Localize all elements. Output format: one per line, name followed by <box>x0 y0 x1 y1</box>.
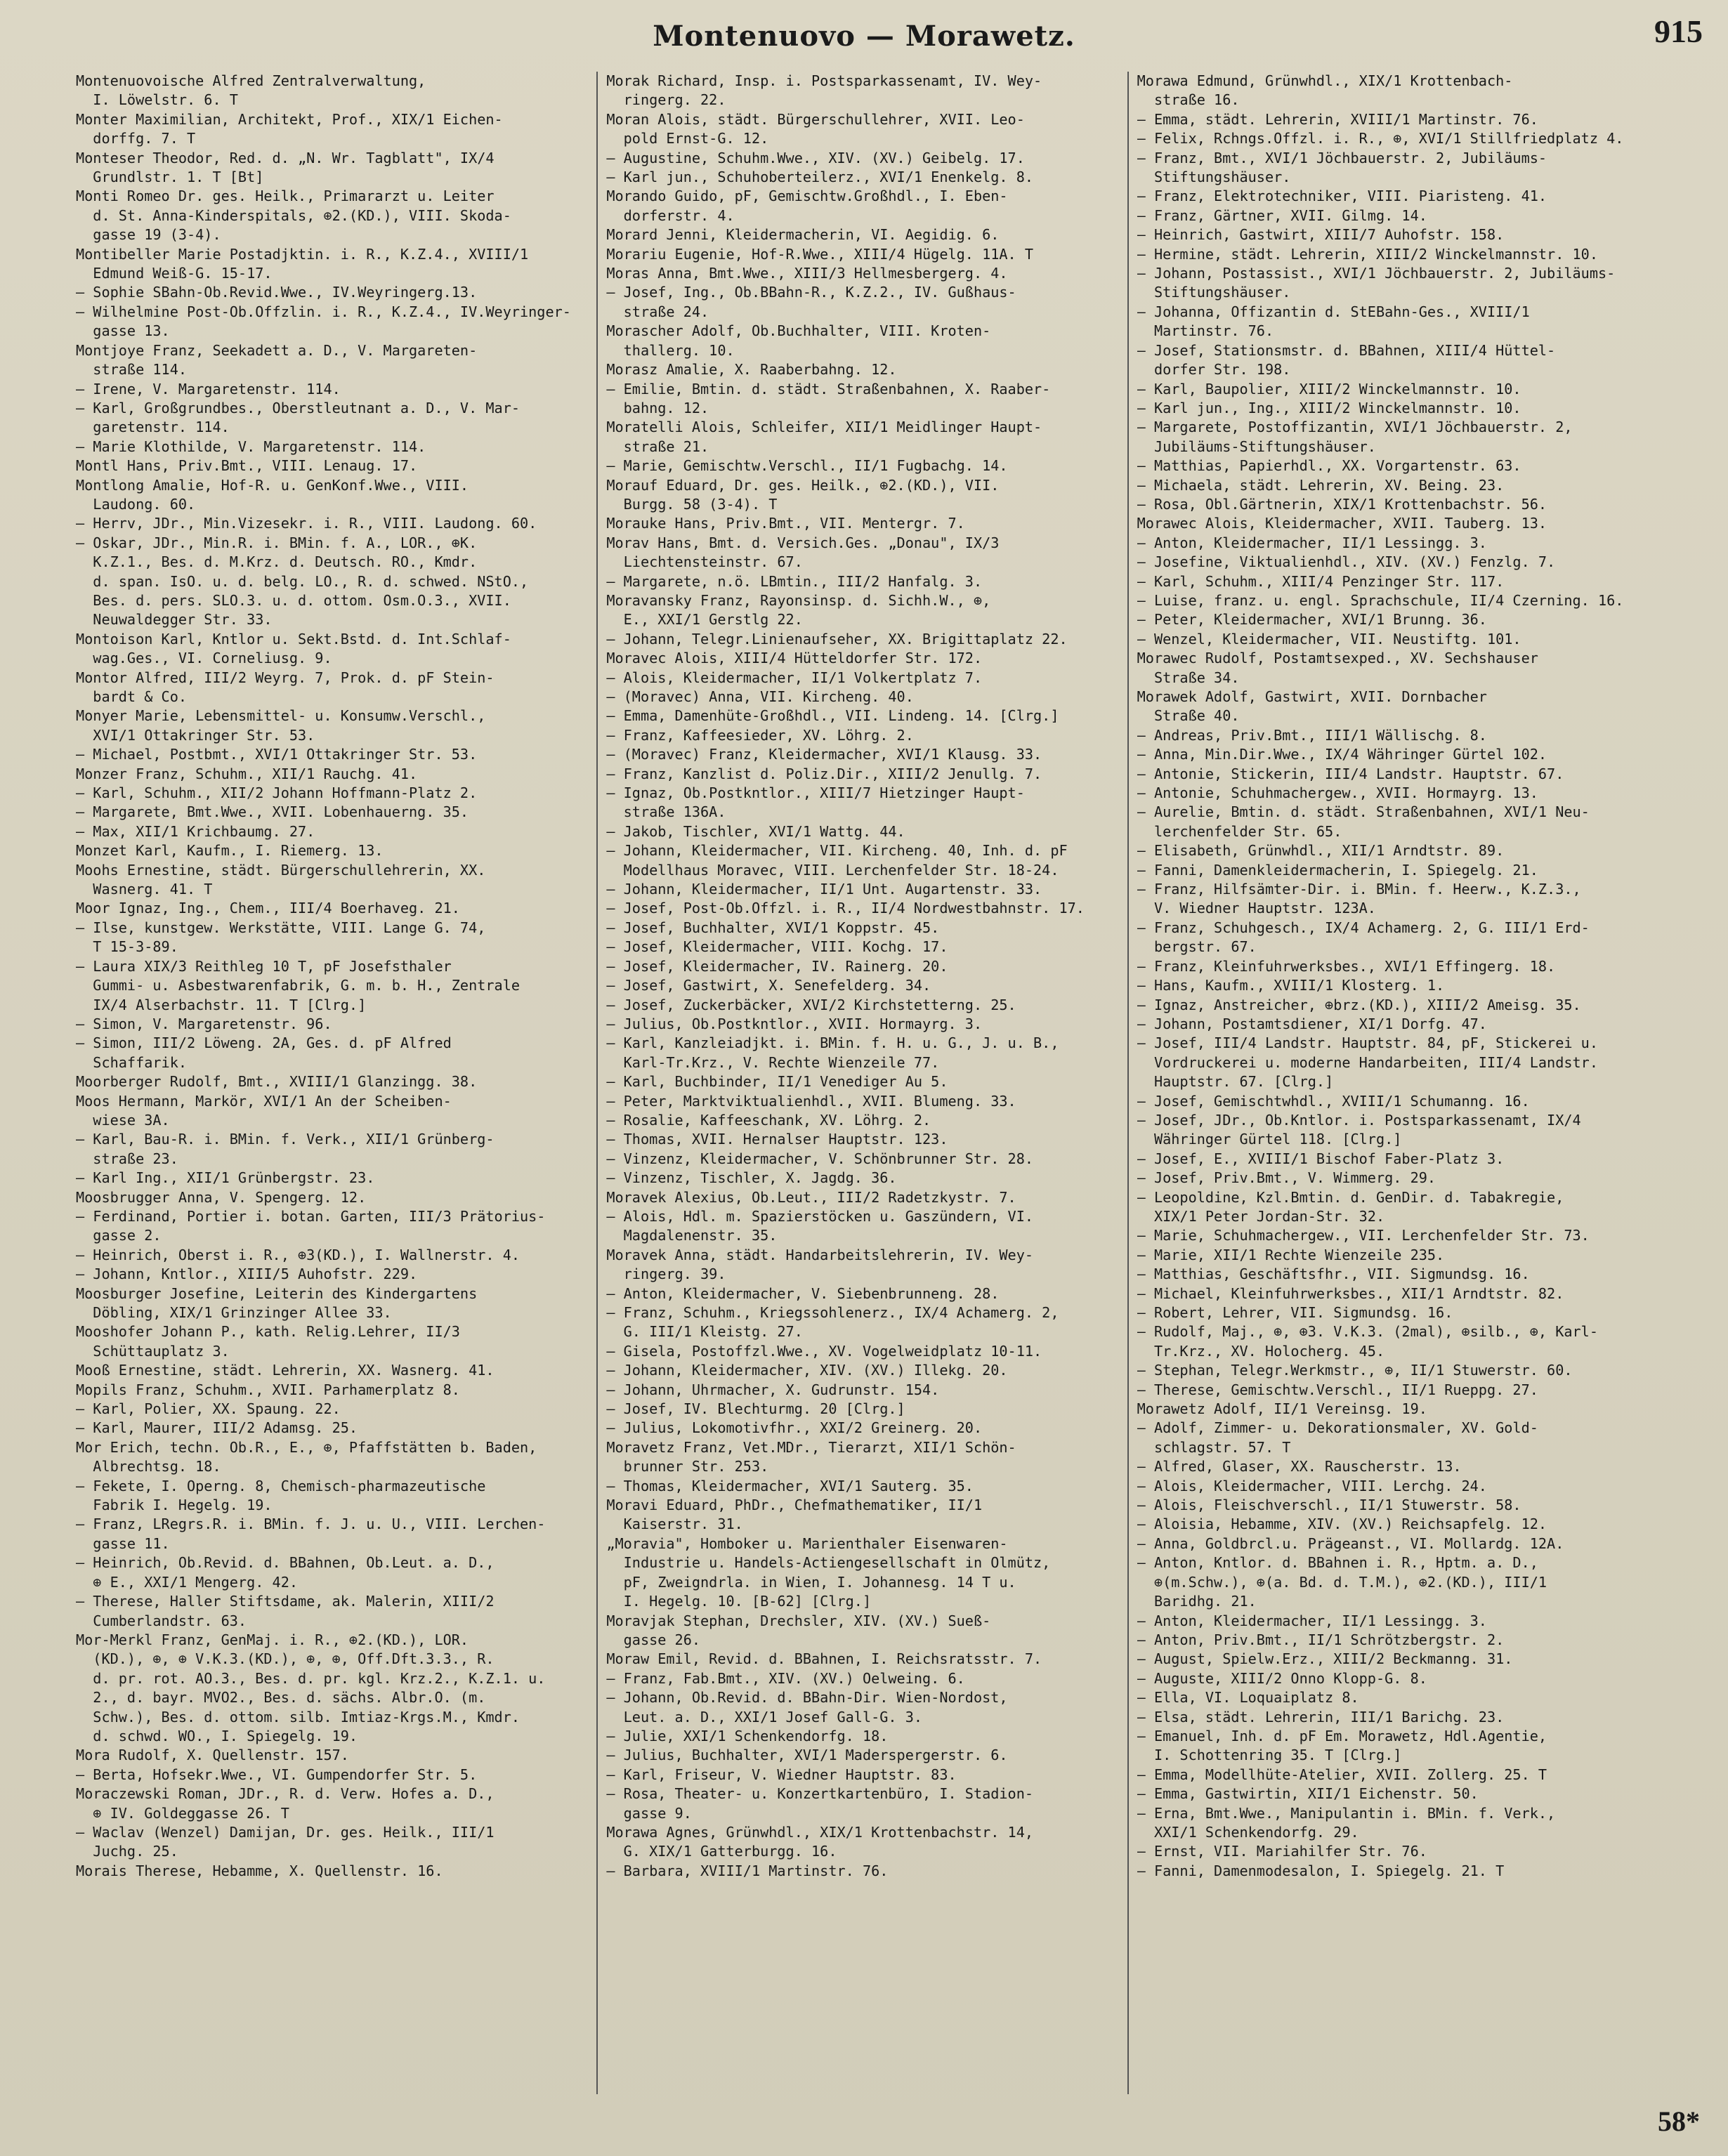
directory-entry-line: Moosburger Josefine, Leiterin des Kindergartens <box>76 1284 478 1302</box>
directory-entry-line: XXI/1 Schenkendorfg. 29. <box>1137 1823 1359 1841</box>
directory-entry-line: — Wilhelmine Post-Ob.Offzlin. i. R., K.Z.4., IV.Weyringer- <box>76 303 571 320</box>
directory-entry-line: — Aurelie, Bmtin. d. städt. Straßenbahnen, XVI/1 Neu- <box>1137 803 1590 821</box>
directory-entry-line: schlagstr. 57. T <box>1137 1438 1291 1456</box>
directory-entry-line: Stiftungshäuser. <box>1137 284 1291 301</box>
directory-entry-line: Montor Alfred, III/2 Weyrg. 7, Prok. d. pF Stein- <box>76 669 495 686</box>
directory-entry-line: — Josef, Zuckerbäcker, XVI/2 Kirchstetterng. 25. <box>606 996 1016 1013</box>
directory-entry-line: — Simon, V. Margaretenstr. 96. <box>76 1015 332 1032</box>
directory-entry-line: — Antonie, Stickerin, III/4 Landstr. Hauptstr. 67. <box>1137 765 1564 782</box>
directory-entry-line: thallerg. 10. <box>606 341 735 359</box>
directory-entry-line: Kaiserstr. 31. <box>606 1516 743 1533</box>
directory-entry-line: Mopils Franz, Schuhm., XVII. Parhamerplatz 8. <box>76 1381 460 1398</box>
directory-entry-line: — Karl Ing., XII/1 Grünbergstr. 23. <box>76 1169 375 1187</box>
directory-entry-line: (KD.), ⊕, ⊕ V.K.3.(KD.), ⊕, ⊕, Off.Dft.3.3., R. <box>76 1650 495 1668</box>
directory-entry-line: — Johann, Uhrmacher, X. Gudrunstr. 154. <box>606 1381 940 1398</box>
directory-entry-line: — Ernst, VII. Mariahilfer Str. 76. <box>1137 1843 1427 1860</box>
directory-entry-line: gasse 13. <box>76 322 170 340</box>
directory-entry-line: Moran Alois, städt. Bürgerschullehrer, XVII. Leo- <box>606 110 1025 128</box>
directory-entry-line: Straße 40. <box>1137 707 1240 725</box>
directory-entry-line: straße 16. <box>1137 91 1240 109</box>
directory-entry-line: wiese 3A. <box>76 1111 170 1129</box>
directory-entry-line: Moor Ignaz, Ing., Chem., III/4 Boerhaveg. 21. <box>76 900 460 917</box>
directory-entry-line: — Simon, III/2 Löweng. 2A, Ges. d. pF Alfred <box>76 1034 452 1052</box>
directory-entry-line: — Ella, VI. Loquaiplatz 8. <box>1137 1689 1359 1707</box>
directory-entry-line: straße 114. <box>76 361 188 379</box>
directory-entry-line: — Marie, Gemischtw.Verschl., II/1 Fugbachg. 14. <box>606 457 1008 475</box>
directory-entry-line: Gummi- u. Asbestwarenfabrik, G. m. b. H., Zentrale <box>76 977 521 994</box>
directory-entry-line: — Josef, Stationsmstr. d. BBahnen, XIII/4 Hüttel- <box>1137 341 1556 359</box>
directory-entry-line: — Emma, Modellhüte-Atelier, XVII. Zollerg. 25. T <box>1137 1766 1547 1783</box>
directory-entry-line: Währinger Gürtel 118. [Clrg.] <box>1137 1131 1402 1148</box>
directory-entry-line: Morauf Eduard, Dr. ges. Heilk., ⊕2.(KD.), VII. <box>606 476 1000 494</box>
directory-entry-line: — Franz, Kaffeesieder, XV. Löhrg. 2. <box>606 726 914 744</box>
directory-entry-line: — Gisela, Postoffzl.Wwe., XV. Vogelweidplatz 10-11. <box>606 1342 1042 1360</box>
directory-entry-line: Grundlstr. 1. T [Bt] <box>76 169 264 186</box>
directory-entry-line: Morawek Adolf, Gastwirt, XVII. Dornbacher <box>1137 688 1487 705</box>
directory-entry-line: — Karl, Polier, XX. Spaung. 22. <box>76 1400 341 1418</box>
directory-entry-line: Döbling, XIX/1 Grinzinger Allee 33. <box>76 1304 392 1321</box>
directory-entry-line: Schw.), Bes. d. ottom. silb. Imtiaz-Krgs.M., Kmdr. <box>76 1708 521 1726</box>
directory-entry-line: Fabrik I. Hegelg. 19. <box>76 1497 273 1514</box>
directory-entry-line: — Rosa, Obl.Gärtnerin, XIX/1 Krottenbachstr. 56. <box>1137 495 1547 513</box>
directory-entry-line: Moravansky Franz, Rayonsinsp. d. Sichh.W., ⊕, <box>606 591 991 609</box>
directory-entry-line: — Sophie SBahn-Ob.Revid.Wwe., IV.Weyringerg.13. <box>76 284 478 301</box>
directory-entry-line: Mor-Merkl Franz, GenMaj. i. R., ⊕2.(KD.), LOR. <box>76 1631 469 1648</box>
directory-entry-line: Modellhaus Moravec, VIII. Lerchenfelder Str. 18-24. <box>606 861 1059 879</box>
directory-entry-line: — Franz, Kanzlist d. Poliz.Dir., XIII/2 Jenullg. 7. <box>606 765 1042 782</box>
directory-entry-line: ⊕ E., XXI/1 Mengerg. 42. <box>76 1573 299 1591</box>
directory-entry-line: — Therese, Haller Stiftsdame, ak. Malerin, XIII/2 <box>76 1593 495 1610</box>
directory-entry-line: Leut. a. D., XXI/1 Josef Gall-G. 3. <box>606 1708 923 1726</box>
directory-entry-line: Wasnerg. 41. T <box>76 881 213 898</box>
directory-entry-line: Mora Rudolf, X. Quellenstr. 157. <box>76 1747 349 1764</box>
directory-entry-line: — Johann, Kleidermacher, XIV. (XV.) Illekg. 20. <box>606 1362 1008 1379</box>
directory-entry-line: — Karl jun., Schuhoberteilerz., XVI/1 Enenkelg. 8. <box>606 169 1034 186</box>
directory-entry-line: — Hans, Kaufm., XVIII/1 Klosterg. 1. <box>1137 977 1445 994</box>
directory-entry-line: — Robert, Lehrer, VII. Sigmundsg. 16. <box>1137 1304 1453 1321</box>
directory-entry-line: — Emanuel, Inh. d. pF Em. Morawetz, Hdl.Agentie, <box>1137 1727 1547 1744</box>
directory-entry-line: Monzet Karl, Kaufm., I. Riemerg. 13. <box>76 842 384 860</box>
directory-entry-line: Morascher Adolf, Ob.Buchhalter, VIII. Kroten- <box>606 322 991 340</box>
directory-entry-line: bardt & Co. <box>76 688 188 705</box>
directory-entry-line: — Thomas, XVII. Hernalser Hauptstr. 123. <box>606 1131 948 1148</box>
directory-entry-line: lerchenfelder Str. 65. <box>1137 822 1342 840</box>
directory-entry-line: — Johann, Kleidermacher, II/1 Unt. Augartenstr. 33. <box>606 881 1042 898</box>
directory-entry-line: Morando Guido, pF, Gemischtw.Großhdl., I. Eben- <box>606 188 1008 205</box>
directory-entry-line: — Vinzenz, Tischler, X. Jagdg. 36. <box>606 1169 897 1187</box>
directory-entry-line: wag.Ges., VI. Corneliusg. 9. <box>76 650 332 667</box>
directory-entry-line: — Karl, Großgrundbes., Oberstleutnant a. D., V. Mar- <box>76 399 521 416</box>
directory-entry-line: bergstr. 67. <box>1137 938 1257 956</box>
directory-entry-line: Tr.Krz., XV. Holocherg. 45. <box>1137 1342 1385 1360</box>
directory-entry-line: Moorberger Rudolf, Bmt., XVIII/1 Glanzingg. 38. <box>76 1073 478 1091</box>
directory-entry-line: E., XXI/1 Gerstlg 22. <box>606 611 803 629</box>
directory-entry-line: — Franz, Elektrotechniker, VIII. Piaristeng. 41. <box>1137 188 1547 205</box>
directory-entry-line: — Heinrich, Ob.Revid. d. BBahnen, Ob.Leut. a. D., <box>76 1554 495 1572</box>
directory-entry-line: Montjoye Franz, Seekadett a. D., V. Margareten- <box>76 341 478 359</box>
directory-entry-line: — Johann, Kntlor., XIII/5 Auhofstr. 229. <box>76 1266 418 1283</box>
directory-entry-line: — Stephan, Telegr.Werkmstr., ⊕, II/1 Stuwerstr. 60. <box>1137 1362 1573 1379</box>
directory-entry-line: d. pr. rot. AO.3., Bes. d. pr. kgl. Krz.2., K.Z.1. u. <box>76 1669 546 1687</box>
directory-entry-line: straße 23. <box>76 1150 178 1167</box>
directory-entry-line: — Margarete, n.ö. LBmtin., III/2 Hanfalg. 3. <box>606 572 983 590</box>
directory-entry-line: — Marie Klothilde, V. Margaretenstr. 114. <box>76 438 426 455</box>
directory-entry-line: — Fanni, Damenmodesalon, I. Spiegelg. 21. T <box>1137 1862 1505 1879</box>
directory-entry-line: ringerg. 22. <box>606 91 726 109</box>
directory-entry-line: gasse 19 (3-4). <box>76 226 221 244</box>
column-left <box>76 72 578 2094</box>
directory-entry-line: Jubiläums-Stiftungshäuser. <box>1137 438 1376 455</box>
directory-entry-line: Bes. d. pers. SLO.3. u. d. ottom. Osm.O.3., XVII. <box>76 591 511 609</box>
printer-signature: 58* <box>1658 2105 1700 2137</box>
directory-entry-line: d. span. IsO. u. d. belg. LO., R. d. schwed. NStO., <box>76 572 529 590</box>
directory-entry-line: — Waclav (Wenzel) Damijan, Dr. ges. Heilk., III/1 <box>76 1823 495 1841</box>
directory-entry-line: — Johann, Postamtsdiener, XI/1 Dorfg. 47. <box>1137 1015 1487 1032</box>
directory-entry-line: Morais Therese, Hebamme, X. Quellenstr. 16. <box>76 1862 443 1879</box>
directory-entry-line: — Josef, Gemischtwhdl., XVIII/1 Schumanng. 16. <box>1137 1092 1530 1110</box>
directory-entry-line: — Josef, Gastwirt, X. Senefelderg. 34. <box>606 977 931 994</box>
directory-entry-line: — Karl, Baupolier, XIII/2 Winckelmannstr. 10. <box>1137 380 1521 397</box>
directory-entry-line: gasse 2. <box>76 1227 162 1244</box>
directory-entry-line: — Michaela, städt. Lehrerin, XV. Being. 23. <box>1137 476 1505 494</box>
directory-entry-line: — Erna, Bmt.Wwe., Manipulantin i. BMin. f. Verk., <box>1137 1804 1556 1822</box>
directory-entry-line: Burgg. 58 (3-4). T <box>606 495 778 513</box>
directory-entry-line: — Heinrich, Oberst i. R., ⊕3(KD.), I. Wallnerstr. 4. <box>76 1246 521 1263</box>
directory-entry-line: Morariu Eugenie, Hof-R.Wwe., XIII/4 Hügelg. 11A. T <box>606 245 1034 263</box>
directory-entry-line: ⊕ IV. Goldeggasse 26. T <box>76 1804 289 1822</box>
directory-entry-line: Mooß Ernestine, städt. Lehrerin, XX. Wasnerg. 41. <box>76 1362 495 1379</box>
directory-entry-line: I. Löwelstr. 6. T <box>76 91 238 109</box>
directory-entry-line: garetenstr. 114. <box>76 419 230 436</box>
directory-entry-line: — Ignaz, Ob.Postkntlor., XIII/7 Hietzinger Haupt- <box>606 784 1025 802</box>
directory-entry-line: — Marie, XII/1 Rechte Wienzeile 235. <box>1137 1246 1445 1263</box>
directory-entry-line: — Anton, Priv.Bmt., II/1 Schrötzbergstr. 2. <box>1137 1631 1505 1648</box>
directory-entry-line: — (Moravec) Franz, Kleidermacher, XVI/1 Klausg. 33. <box>606 746 1042 763</box>
directory-entry-line: Baridhg. 21. <box>1137 1593 1257 1610</box>
directory-entry-line: 2., d. bayr. MVO2., Bes. d. sächs. Albr.O. (m. <box>76 1689 486 1707</box>
directory-entry-line: — Franz, Schuhgesch., IX/4 Achamerg. 2, G. III/1 Erd- <box>1137 919 1590 936</box>
directory-entry-line: — Julius, Ob.Postkntlor., XVII. Hormayrg. 3. <box>606 1015 983 1032</box>
column-right <box>1127 72 1639 2094</box>
directory-entry-line: Liechtensteinstr. 67. <box>606 553 803 571</box>
directory-entry-line: dorfer Str. 198. <box>1137 361 1291 379</box>
directory-entry-line: Karl-Tr.Krz., V. Rechte Wienzeile 77. <box>606 1053 940 1071</box>
columns <box>76 72 1639 2094</box>
directory-entry-line: straße 21. <box>606 438 709 455</box>
directory-entry-line: — Fanni, Damenkleidermacherin, I. Spiegelg. 21. <box>1137 861 1538 879</box>
directory-entry-line: Montenuovoische Alfred Zentralverwaltung, <box>76 72 426 89</box>
directory-entry-line: d. schwd. WO., I. Spiegelg. 19. <box>76 1727 358 1744</box>
directory-entry-line: straße 24. <box>606 303 709 320</box>
directory-entry-line: Albrechtsg. 18. <box>76 1458 221 1475</box>
page-number: 915 <box>1654 13 1703 49</box>
page-header <box>0 13 1728 69</box>
directory-entry-line: — Josef, E., XVIII/1 Bischof Faber-Platz 3. <box>1137 1150 1505 1167</box>
directory-entry-line: — Anna, Goldbrcl.u. Prägeanst., VI. Mollardg. 12A. <box>1137 1534 1564 1552</box>
directory-entry-line: Morak Richard, Insp. i. Postsparkassenamt, IV. Wey- <box>606 72 1042 89</box>
directory-entry-line: Morav Hans, Bmt. d. Versich.Ges. „Donau", IX/3 <box>606 534 1000 551</box>
directory-entry-line: — Margarete, Bmt.Wwe., XVII. Lobenhauerng. 35. <box>76 803 469 821</box>
directory-entry-line: — Max, XII/1 Krichbaumg. 27. <box>76 822 315 840</box>
directory-entry-line: Moravek Alexius, Ob.Leut., III/2 Radetzkystr. 7. <box>606 1188 1016 1206</box>
directory-entry-line: Monteser Theodor, Red. d. „N. Wr. Tagblatt", IX/4 <box>76 149 495 166</box>
directory-entry-line: dorferstr. 4. <box>606 206 735 224</box>
directory-entry-line: Schüttauplatz 3. <box>76 1342 230 1360</box>
directory-entry-line: V. Wiedner Hauptstr. 123A. <box>1137 900 1376 917</box>
directory-entry-line: — Michael, Postbmt., XVI/1 Ottakringer Str. 53. <box>76 746 478 763</box>
directory-entry-line: Morawec Rudolf, Postamtsexped., XV. Sechshauser <box>1137 650 1538 667</box>
directory-entry-line: Laudong. 60. <box>76 495 196 513</box>
directory-entry-line: — Vinzenz, Kleidermacher, V. Schönbrunner Str. 28. <box>606 1150 1034 1167</box>
directory-entry-line: — Elisabeth, Grünwhdl., XII/1 Arndtstr. 89. <box>1137 842 1505 860</box>
directory-entry-line: — Adolf, Zimmer- u. Dekorationsmaler, XV. Gold- <box>1137 1419 1538 1437</box>
directory-entry-line: Mor Erich, techn. Ob.R., E., ⊕, Pfaffstätten b. Baden, <box>76 1438 537 1456</box>
directory-entry-line: Monyer Marie, Lebensmittel- u. Konsumw.Verschl., <box>76 707 486 725</box>
directory-entry-line: Montibeller Marie Postadjktin. i. R., K.Z.4., XVIII/1 <box>76 245 529 263</box>
directory-entry-line: — Josef, Ing., Ob.BBahn-R., K.Z.2., IV. Gußhaus- <box>606 284 1016 301</box>
directory-entry-line: Juchg. 25. <box>76 1843 178 1860</box>
directory-entry-line: Moratelli Alois, Schleifer, XII/1 Meidlinger Haupt- <box>606 419 1042 436</box>
running-head: Montenuovo — Morawetz. <box>653 20 1075 53</box>
directory-entry-line: — Franz, Bmt., XVI/1 Jöchbauerstr. 2, Jubiläums- <box>1137 149 1547 166</box>
directory-entry-line: Schaffarik. <box>76 1053 188 1071</box>
directory-entry-line: Moras Anna, Bmt.Wwe., XIII/3 Hellmesbergerg. 4. <box>606 265 1008 282</box>
directory-entry-line: G. III/1 Kleistg. 27. <box>606 1323 803 1341</box>
directory-entry-line: — Karl, Kanzleiadjkt. i. BMin. f. H. u. G., J. u. B., <box>606 1034 1059 1052</box>
directory-entry-line: Cumberlandstr. 63. <box>76 1612 247 1629</box>
directory-entry-line: T 15-3-89. <box>76 938 178 956</box>
directory-entry-line: — Augustine, Schuhm.Wwe., XIV. (XV.) Geibelg. 17. <box>606 149 1025 166</box>
directory-entry-line: ⊕(m.Schw.), ⊕(a. Bd. d. T.M.), ⊕2.(KD.), III/1 <box>1137 1573 1547 1591</box>
directory-entry-line: — Leopoldine, Kzl.Bmtin. d. GenDir. d. Tabakregie, <box>1137 1188 1564 1206</box>
directory-entry-line: I. Hegelg. 10. [B-62] [Clrg.] <box>606 1593 872 1610</box>
directory-entry-line: — Margarete, Postoffizantin, XVI/1 Jöchbauerstr. 2, <box>1137 419 1573 436</box>
directory-entry-line: — Wenzel, Kleidermacher, VII. Neustiftg. 101. <box>1137 630 1521 648</box>
directory-entry-line: Moos Hermann, Markör, XVI/1 An der Scheiben- <box>76 1092 452 1110</box>
directory-entry-line: — Alois, Fleischverschl., II/1 Stuwerstr. 58. <box>1137 1497 1521 1514</box>
directory-entry-line: — Josef, IV. Blechturmg. 20 [Clrg.] <box>606 1400 905 1418</box>
directory-entry-line: Moraczewski Roman, JDr., R. d. Verw. Hofes a. D., <box>76 1785 495 1803</box>
directory-entry-line: — Berta, Hofsekr.Wwe., VI. Gumpendorfer Str. 5. <box>76 1766 478 1783</box>
directory-entry-line: — Auguste, XIII/2 Onno Klopp-G. 8. <box>1137 1669 1427 1687</box>
directory-entry-line: XIX/1 Peter Jordan-Str. 32. <box>1137 1207 1385 1225</box>
directory-entry-line: — Matthias, Papierhdl., XX. Vorgartenstr. 63. <box>1137 457 1521 475</box>
directory-entry-line: — Emma, städt. Lehrerin, XVIII/1 Martinstr. 76. <box>1137 110 1538 128</box>
directory-entry-line: — Franz, Gärtner, XVII. Gilmg. 14. <box>1137 206 1427 224</box>
directory-entry-line: — Emilie, Bmtin. d. städt. Straßenbahnen, X. Raaber- <box>606 380 1051 397</box>
directory-entry-line: — Felix, Rchngs.Offzl. i. R., ⊕, XVI/1 Stillfriedplatz 4. <box>1137 130 1624 147</box>
directory-entry-line: Morawa Agnes, Grünwhdl., XIX/1 Krottenbachstr. 14, <box>606 1823 1034 1841</box>
directory-entry-line: — Marie, Schuhmachergew., VII. Lerchenfelder Str. 73. <box>1137 1227 1590 1244</box>
directory-entry-line: — August, Spielw.Erz., XIII/2 Beckmanng. 31. <box>1137 1650 1513 1668</box>
directory-entry-line: „Moravia", Homboker u. Marienthaler Eisenwaren- <box>606 1534 1008 1552</box>
directory-entry-line: — Josef, Buchhalter, XVI/1 Koppstr. 45. <box>606 919 940 936</box>
directory-entry-line: Morawa Edmund, Grünwhdl., XIX/1 Krottenbach- <box>1137 72 1513 89</box>
directory-entry-line: — Julius, Buchhalter, XVI/1 Maderspergerstr. 6. <box>606 1747 1008 1764</box>
directory-entry-line: Monzer Franz, Schuhm., XII/1 Rauchg. 41. <box>76 765 418 782</box>
directory-entry-line: — Oskar, JDr., Min.R. i. BMin. f. A., LOR., ⊕K. <box>76 534 478 551</box>
directory-entry-line: — Emma, Damenhüte-Großhdl., VII. Lindeng. 14. [Clrg.] <box>606 707 1059 725</box>
directory-entry-line: — Thomas, Kleidermacher, XVI/1 Sauterg. 35. <box>606 1477 974 1494</box>
directory-entry-line: Moravjak Stephan, Drechsler, XIV. (XV.) Sueß- <box>606 1612 991 1629</box>
directory-entry-line: — Karl, Bau-R. i. BMin. f. Verk., XII/1 Grünberg- <box>76 1131 495 1148</box>
directory-entry-line: — Franz, Kleinfuhrwerksbes., XVI/1 Effingerg. 18. <box>1137 957 1556 975</box>
directory-entry-line: Morauke Hans, Priv.Bmt., VII. Mentergr. 7. <box>606 515 965 532</box>
directory-entry-line: — Julie, XXI/1 Schenkendorfg. 18. <box>606 1727 889 1744</box>
directory-entry-line: — Heinrich, Gastwirt, XIII/7 Auhofstr. 158. <box>1137 226 1505 244</box>
directory-entry-line: — Franz, Fab.Bmt., XIV. (XV.) Oelweing. 6. <box>606 1669 965 1687</box>
directory-entry-line: — Karl, Buchbinder, II/1 Venediger Au 5. <box>606 1073 948 1091</box>
directory-entry-line: — Fekete, I. Operng. 8, Chemisch-pharmazeutische <box>76 1477 486 1494</box>
directory-entry-line: — Josefine, Viktualienhdl., XIV. (XV.) Fenzlg. 7. <box>1137 553 1556 571</box>
directory-entry-line: G. XIX/1 Gatterburgg. 16. <box>606 1843 837 1860</box>
directory-entry-line: — Anton, Kleidermacher, II/1 Lessingg. 3. <box>1137 1612 1487 1629</box>
directory-entry-line: — Hermine, städt. Lehrerin, XIII/2 Winckelmannstr. 10. <box>1137 245 1598 263</box>
directory-entry-line: — Laura XIX/3 Reithleg 10 T, pF Josefsthaler <box>76 957 452 975</box>
directory-entry-line: — Josef, Kleidermacher, VIII. Kochg. 17. <box>606 938 948 956</box>
directory-entry-line: — Josef, JDr., Ob.Kntlor. i. Postsparkassenamt, IX/4 <box>1137 1111 1581 1129</box>
directory-entry-line: — Karl jun., Ing., XIII/2 Winckelmannstr. 10. <box>1137 399 1521 416</box>
directory-entry-line: — Therese, Gemischtw.Verschl., II/1 Rueppg. 27. <box>1137 1381 1538 1398</box>
directory-entry-line: Morasz Amalie, X. Raaberbahng. 12. <box>606 361 897 379</box>
directory-entry-line: Moravek Anna, städt. Handarbeitslehrerin, IV. Wey- <box>606 1246 1034 1263</box>
directory-entry-line: Moohs Ernestine, städt. Bürgerschullehrerin, XX. <box>76 861 486 879</box>
directory-entry-line: Montlong Amalie, Hof-R. u. GenKonf.Wwe., VIII. <box>76 476 469 494</box>
directory-entry-line: — Anna, Min.Dir.Wwe., IX/4 Währinger Gürtel 102. <box>1137 746 1547 763</box>
directory-entry-line: Martinstr. 76. <box>1137 322 1274 340</box>
directory-entry-line: — Emma, Gastwirtin, XII/1 Eichenstr. 50. <box>1137 1785 1479 1803</box>
directory-entry-line: IX/4 Alserbachstr. 11. T [Clrg.] <box>76 996 367 1013</box>
directory-entry-line: ringerg. 39. <box>606 1266 726 1283</box>
directory-entry-line: bahng. 12. <box>606 399 709 416</box>
directory-entry-line: Edmund Weiß-G. 15-17. <box>76 265 273 282</box>
directory-entry-line: Straße 34. <box>1137 669 1240 686</box>
directory-entry-line: — Alois, Kleidermacher, II/1 Volkertplatz 7. <box>606 669 983 686</box>
directory-entry-line: Morawetz Adolf, II/1 Vereinsg. 19. <box>1137 1400 1427 1418</box>
directory-entry-line: Moosbrugger Anna, V. Spengerg. 12. <box>76 1188 367 1206</box>
directory-entry-line: — Julius, Lokomotivfhr., XXI/2 Greinerg. 20. <box>606 1419 983 1437</box>
directory-entry-line: Montoison Karl, Kntlor u. Sekt.Bstd. d. Int.Schlaf- <box>76 630 511 648</box>
directory-entry-line: — Rudolf, Maj., ⊕, ⊕3. V.K.3. (2mal), ⊕silb., ⊕, Karl- <box>1137 1323 1598 1341</box>
directory-entry-line: gasse 11. <box>76 1534 170 1552</box>
directory-entry-line: — Karl, Schuhm., XIII/4 Penzinger Str. 117. <box>1137 572 1505 590</box>
directory-entry-line: — Alois, Kleidermacher, VIII. Lerchg. 24. <box>1137 1477 1487 1494</box>
directory-entry-line: — Alois, Hdl. m. Spazierstöcken u. Gaszündern, VI. <box>606 1207 1034 1225</box>
directory-entry-line: brunner Str. 253. <box>606 1458 769 1475</box>
directory-entry-line: — Ferdinand, Portier i. botan. Garten, III/3 Prätorius- <box>76 1207 546 1225</box>
directory-entry-line: gasse 26. <box>606 1631 701 1648</box>
directory-entry-line: pF, Zweigndrla. in Wien, I. Johannesg. 14 T u. <box>606 1573 1016 1591</box>
directory-entry-line: — Anton, Kntlor. d. BBahnen i. R., Hptm. a. D., <box>1137 1554 1538 1572</box>
directory-entry-line: — Franz, LRegrs.R. i. BMin. f. J. u. U., VIII. Lerchen- <box>76 1516 546 1533</box>
directory-entry-line: — Herrv, JDr., Min.Vizesekr. i. R., VIII. Laudong. 60. <box>76 515 537 532</box>
directory-entry-line: Vordruckerei u. moderne Handarbeiten, III/4 Landstr. <box>1137 1053 1598 1071</box>
directory-entry-line: Montl Hans, Priv.Bmt., VIII. Lenaug. 17. <box>76 457 418 475</box>
directory-entry-line: Moravetz Franz, Vet.MDr., Tierarzt, XII/1 Schön- <box>606 1438 1016 1456</box>
directory-entry-line: — Josef, Post-Ob.Offzl. i. R., II/4 Nordwestbahnstr. 17. <box>606 900 1085 917</box>
directory-entry-line: — Aloisia, Hebamme, XIV. (XV.) Reichsapfelg. 12. <box>1137 1516 1547 1533</box>
directory-entry-line: pold Ernst-G. 12. <box>606 130 769 147</box>
directory-entry-line: gasse 9. <box>606 1804 692 1822</box>
directory-entry-line: — Josef, III/4 Landstr. Hauptstr. 84, pF, Stickerei u. <box>1137 1034 1598 1052</box>
directory-entry-line: — Franz, Schuhm., Kriegssohlenerz., IX/4 Achamerg. 2, <box>606 1304 1059 1321</box>
directory-entry-line: Hauptstr. 67. [Clrg.] <box>1137 1073 1334 1091</box>
directory-entry-line: dorffg. 7. T <box>76 130 196 147</box>
directory-entry-line: — Alfred, Glaser, XX. Rauscherstr. 13. <box>1137 1458 1462 1475</box>
directory-entry-line: — Andreas, Priv.Bmt., III/1 Wällischg. 8. <box>1137 726 1487 744</box>
directory-entry-line: Monti Romeo Dr. ges. Heilk., Primararzt u. Leiter <box>76 188 495 205</box>
directory-entry-line: — Peter, Marktviktualienhdl., XVII. Blumeng. 33. <box>606 1092 1016 1110</box>
directory-entry-line: Magdalenenstr. 35. <box>606 1227 778 1244</box>
directory-entry-line: — Anton, Kleidermacher, II/1 Lessingg. 3. <box>1137 534 1487 551</box>
directory-entry-line: — Peter, Kleidermacher, XVI/1 Brunng. 36. <box>1137 611 1487 629</box>
directory-entry-line: — Josef, Kleidermacher, IV. Rainerg. 20. <box>606 957 948 975</box>
directory-entry-line: Moraw Emil, Revid. d. BBahnen, I. Reichsratsstr. 7. <box>606 1650 1042 1668</box>
directory-entry-line: Industrie u. Handels-Actiengesellschaft in Olmütz, <box>606 1554 1051 1572</box>
directory-entry-line: — (Moravec) Anna, VII. Kircheng. 40. <box>606 688 914 705</box>
directory-entry-line: — Antonie, Schuhmachergew., XVII. Hormayrg. 13. <box>1137 784 1538 802</box>
directory-entry-line: — Ignaz, Anstreicher, ⊕brz.(KD.), XIII/2 Ameisg. 35. <box>1137 996 1581 1013</box>
directory-entry-line: — Johann, Telegr.Linienaufseher, XX. Brigittaplatz 22. <box>606 630 1068 648</box>
directory-entry-line: I. Schottenring 35. T [Clrg.] <box>1137 1747 1402 1764</box>
directory-entry-line: — Karl, Friseur, V. Wiedner Hauptstr. 83. <box>606 1766 957 1783</box>
directory-entry-line: — Johanna, Offizantin d. StEBahn-Ges., XVIII/1 <box>1137 303 1530 320</box>
directory-entry-line: Moravi Eduard, PhDr., Chefmathematiker, II/1 <box>606 1497 983 1514</box>
directory-entry-line: Morard Jenni, Kleidermacherin, VI. Aegidig. 6. <box>606 226 1000 244</box>
directory-entry-line: straße 136A. <box>606 803 726 821</box>
directory-entry-line: — Anton, Kleidermacher, V. Siebenbrunneng. 28. <box>606 1284 1000 1302</box>
directory-entry-line: K.Z.1., Bes. d. M.Krz. d. Deutsch. RO., Kmdr. <box>76 553 478 571</box>
directory-entry-line: XVI/1 Ottakringer Str. 53. <box>76 726 315 744</box>
column-middle <box>596 72 1108 2094</box>
directory-entry-line: Monter Maximilian, Architekt, Prof., XIX/1 Eichen- <box>76 110 503 128</box>
directory-entry-line: — Michael, Kleinfuhrwerksbes., XII/1 Arndtstr. 82. <box>1137 1284 1564 1302</box>
directory-entry-line: — Karl, Schuhm., XII/2 Johann Hoffmann-Platz 2. <box>76 784 478 802</box>
directory-entry-line: Stiftungshäuser. <box>1137 169 1291 186</box>
directory-entry-line: Neuwaldegger Str. 33. <box>76 611 273 629</box>
directory-entry-line: — Ilse, kunstgew. Werkstätte, VIII. Lange G. 74, <box>76 919 486 936</box>
directory-entry-line: — Johann, Kleidermacher, VII. Kircheng. 40, Inh. d. pF <box>606 842 1068 860</box>
directory-entry-line: — Irene, V. Margaretenstr. 114. <box>76 380 341 397</box>
directory-entry-line: d. St. Anna-Kinderspitals, ⊕2.(KD.), VIII. Skoda- <box>76 206 511 224</box>
directory-entry-line: — Josef, Priv.Bmt., V. Wimmerg. 29. <box>1137 1169 1436 1187</box>
directory-entry-line: — Matthias, Geschäftsfhr., VII. Sigmundsg. 16. <box>1137 1266 1530 1283</box>
directory-entry-line: Moravec Alois, XIII/4 Hütteldorfer Str. 172. <box>606 650 983 667</box>
directory-entry-line: — Barbara, XVIII/1 Martinstr. 76. <box>606 1862 889 1879</box>
directory-entry-line: Morawec Alois, Kleidermacher, XVII. Tauberg. 13. <box>1137 515 1547 532</box>
directory-entry-line: — Luise, franz. u. engl. Sprachschule, II/4 Czerning. 16. <box>1137 591 1624 609</box>
directory-entry-line: Mooshofer Johann P., kath. Relig.Lehrer, II/3 <box>76 1323 460 1341</box>
directory-entry-line: — Rosa, Theater- u. Konzertkartenbüro, I. Stadion- <box>606 1785 1034 1803</box>
directory-entry-line: — Johann, Postassist., XVI/1 Jöchbauerstr. 2, Jubiläums- <box>1137 265 1616 282</box>
directory-entry-line: — Rosalie, Kaffeeschank, XV. Löhrg. 2. <box>606 1111 931 1129</box>
directory-entry-line: — Jakob, Tischler, XVI/1 Wattg. 44. <box>606 822 905 840</box>
directory-entry-line: — Elsa, städt. Lehrerin, III/1 Barichg. 23. <box>1137 1708 1505 1726</box>
directory-entry-line: — Karl, Maurer, III/2 Adamsg. 25. <box>76 1419 358 1437</box>
directory-entry-line: — Franz, Hilfsämter-Dir. i. BMin. f. Heerw., K.Z.3., <box>1137 881 1581 898</box>
directory-entry-line: — Johann, Ob.Revid. d. BBahn-Dir. Wien-Nordost, <box>606 1689 1008 1707</box>
